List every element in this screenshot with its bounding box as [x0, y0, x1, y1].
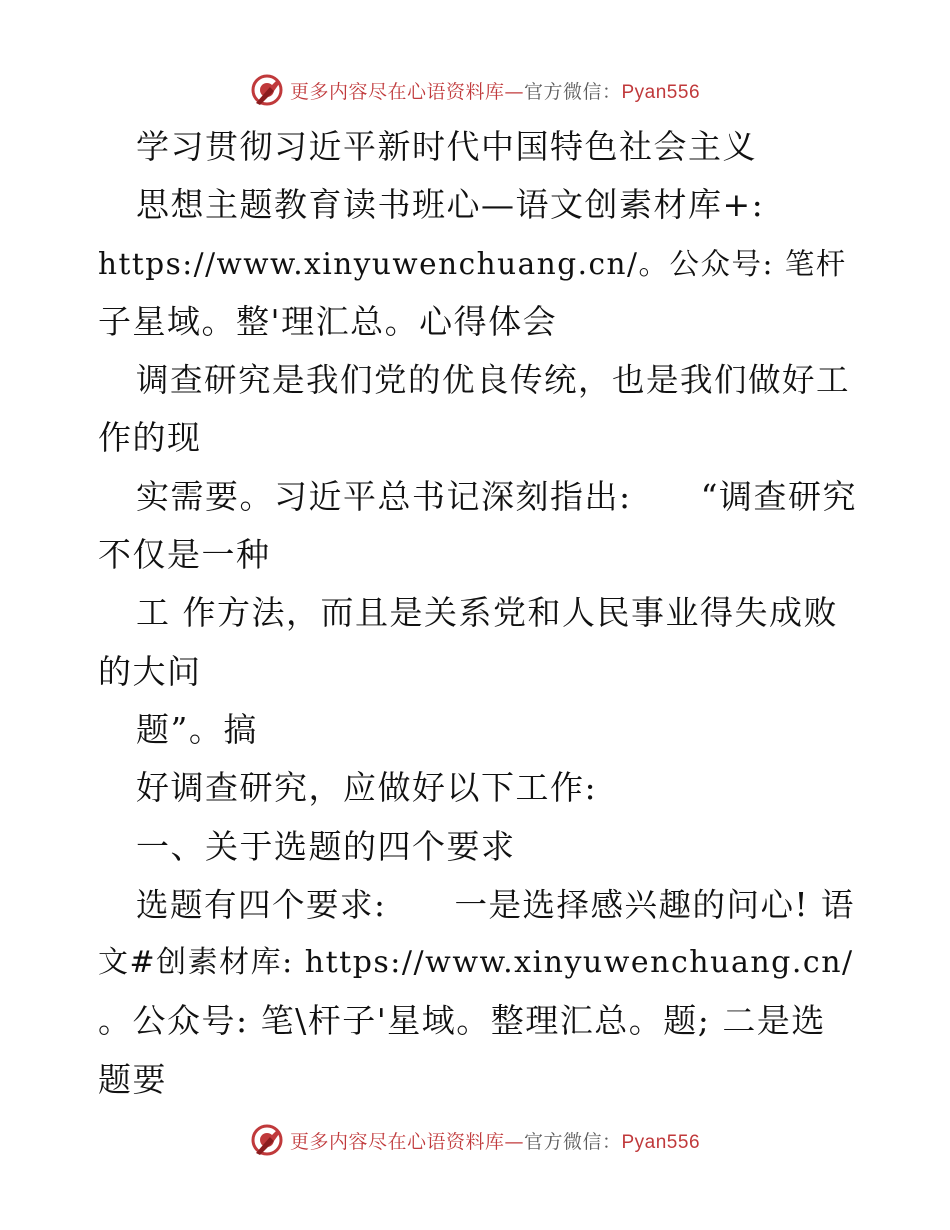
header-wechat-id: Pyan556 — [621, 81, 701, 103]
text-line: 思想主题教育读书班心—语文创素材库+: — [136, 185, 765, 225]
text-line: 工 作方法，而且是关系党和人民事业得失成败 — [136, 593, 838, 633]
text-line: 学习贯彻习近平新时代中国特色社会主义 — [136, 127, 757, 166]
text-line: https://www.xinyuwenchuang.cn/。公众号: 笔杆 — [98, 246, 847, 281]
page-footer — [0, 1120, 950, 1160]
header-dash: — — [504, 80, 524, 103]
footer-text — [290, 1127, 700, 1154]
text-line: 。公众号: 笔\杆子'星域。整理汇总。题; 二是选 — [98, 1001, 826, 1041]
footer-wechat-id: Pyan556 — [621, 1131, 701, 1153]
text-line: 子星域。整'理汇总。心得体会 — [98, 301, 558, 341]
footer-wechat-label: 官方微信： — [523, 1130, 622, 1153]
document-body — [98, 118, 858, 1109]
text-line: 选题有四个要求: 一是选择感兴趣的问心! 语 — [136, 885, 855, 924]
text-line: 题”。搞 — [136, 709, 258, 749]
text-line: 实需要。习近平总书记深刻指出: “调查研究 — [136, 476, 857, 516]
text-line: 的大问 — [98, 651, 202, 691]
text-line: 作的现 — [98, 418, 202, 458]
text-line: 一、关于选题的四个要求 — [136, 826, 516, 866]
footer-brand: 更多内容尽在心语资料库 — [289, 1130, 505, 1153]
text-line: 不仅是一种 — [98, 535, 271, 575]
header-wechat-label: 官方微信： — [523, 80, 622, 103]
page-header — [0, 70, 950, 110]
text-line: 文#创素材库: https://www.xinyuwenchuang.cn/ — [98, 945, 854, 981]
pen-logo-icon — [250, 73, 284, 107]
text-line: 调查研究是我们党的优良传统，也是我们做好工 — [136, 361, 851, 400]
pen-logo-icon — [250, 1123, 284, 1157]
text-line: 题要 — [98, 1059, 167, 1099]
header-brand: 更多内容尽在心语资料库 — [289, 80, 505, 103]
text-line: 好调查研究，应做好以下工作: — [136, 768, 598, 808]
header-text — [290, 77, 700, 104]
footer-dash: — — [504, 1130, 524, 1153]
